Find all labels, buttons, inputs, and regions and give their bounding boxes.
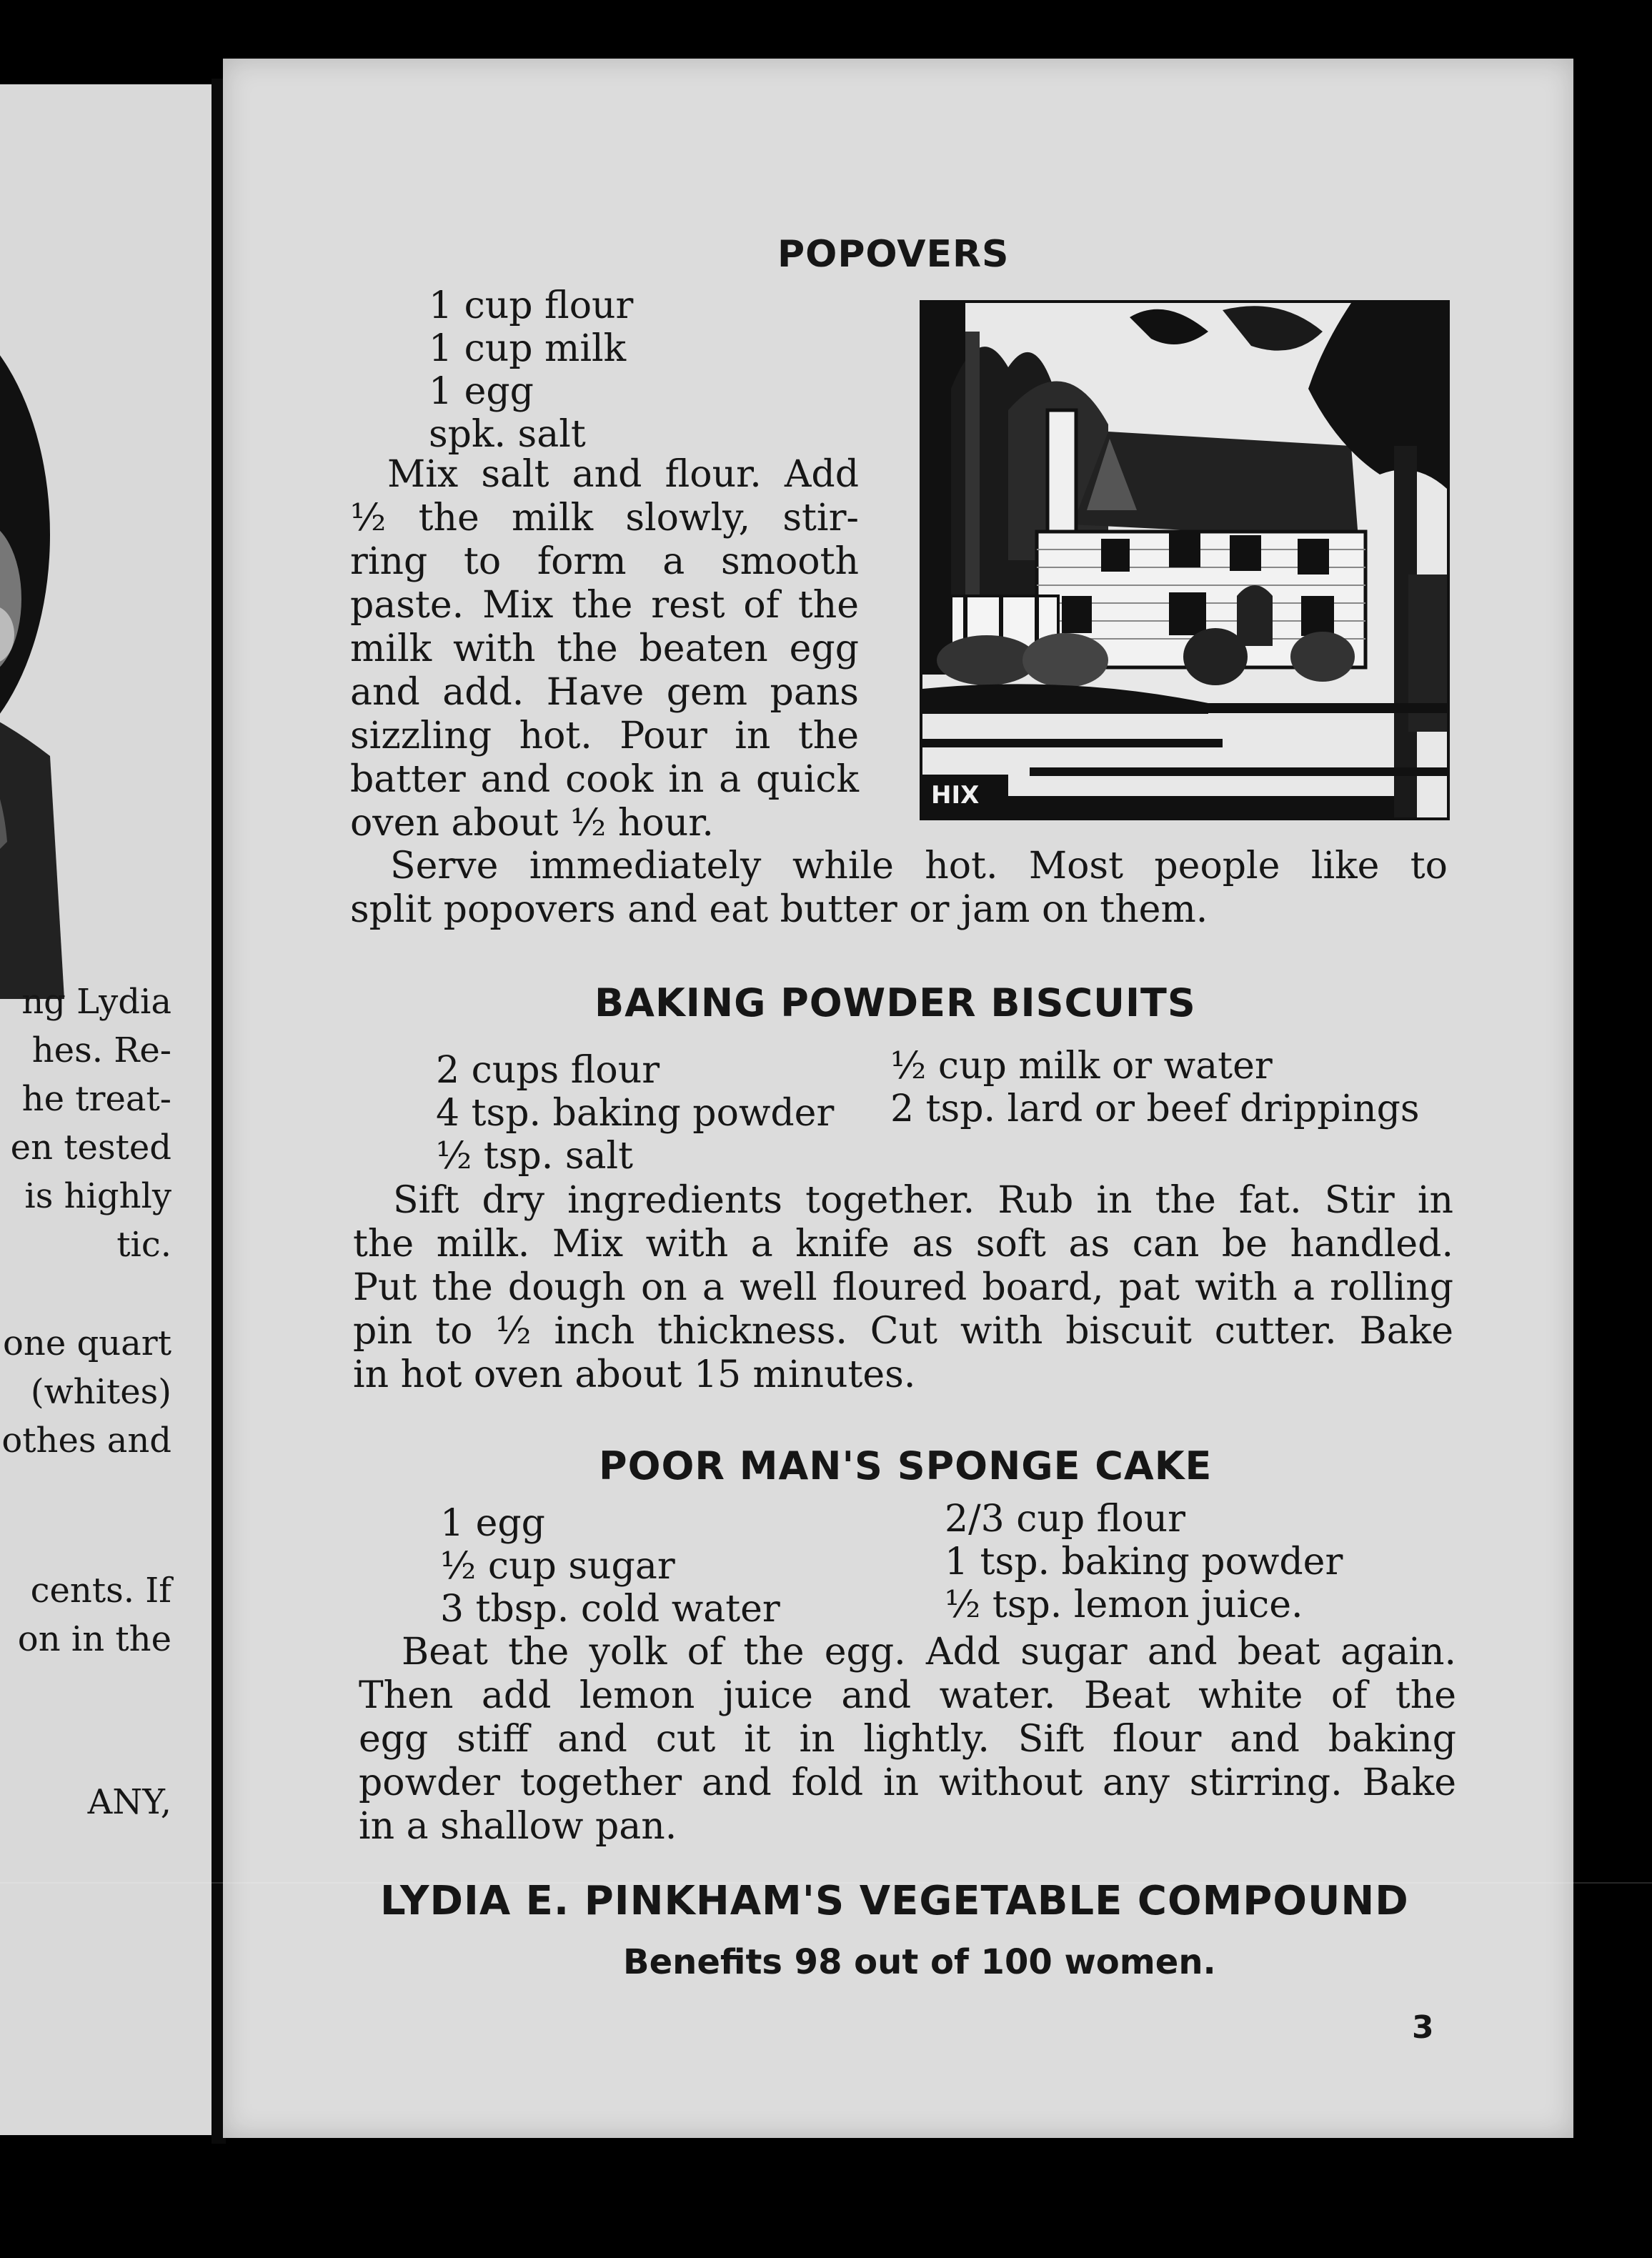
biscuits-directions [353,1179,1453,1397]
ingredient: ½ cup milk or water [890,1045,1273,1088]
left-page-line: is highly [24,1176,171,1216]
sponge-cake-directions [359,1631,1456,1849]
direction-line: Then add lemon juice and water. Beat white of the [359,1674,1456,1717]
left-page-line: hes. Re- [31,1030,171,1070]
sponge-cake-ingredients-right [945,1498,1343,1626]
portrait-illustration [0,299,71,999]
scan-line [0,1882,1652,1884]
direction-line: in a shallow pan. [359,1805,677,1848]
left-page-line: one quart [3,1323,171,1363]
left-page-line: ng Lydia [21,982,171,1022]
ingredient: 1 egg [440,1502,545,1545]
ingredient: 1 cup flour [429,284,634,327]
direction-line: in hot oven about 15 minutes. [353,1353,916,1396]
sponge-cake-title: POOR MAN'S SPONGE CAKE [599,1443,1213,1488]
direction-line: Sift dry ingredients together. Rub in the fat. Stir in [393,1179,1453,1222]
biscuits-ingredients-right [890,1045,1420,1130]
ingredient: 1 tsp. baking powder [945,1541,1343,1583]
left-page-line: ANY, [87,1782,171,1822]
popovers-ingredients [429,284,633,456]
ingredient: 2 tsp. lard or beef drippings [890,1088,1420,1130]
page-number: 3 [1412,2009,1434,2046]
sponge-cake-ingredients-left [440,1502,780,1631]
direction-line: ring to form a smooth [350,540,859,583]
ingredient: ½ cup sugar [440,1545,675,1588]
recipe-page [223,59,1573,2138]
biscuits-title: BAKING POWDER BISCUITS [594,980,1196,1025]
direction-line: milk with the beaten egg [350,627,859,670]
direction-line: powder together and fold in without any stirring. Bake [359,1761,1456,1804]
popovers-title: POPOVERS [777,233,1010,276]
direction-line: Beat the yolk of the egg. Add sugar and beat again. [402,1631,1456,1673]
direction-line: batter and cook in a quick [350,758,859,801]
ingredient: 1 cup milk [429,327,627,370]
direction-line: the milk. Mix with a knife as soft as can be handled. [353,1223,1453,1265]
house-illustration [920,300,1450,820]
direction-line: pin to ½ inch thickness. Cut with biscuit cutter. Bake [353,1310,1453,1353]
left-page-line: cents. If [30,1571,171,1611]
footer-tagline: Benefits 98 out of 100 women. [623,1942,1216,1982]
direction-line: and add. Have gem pans [350,671,859,714]
popovers-serving-note [350,845,1448,932]
left-page-line: tic. [116,1225,171,1265]
ingredient: ½ tsp. lemon juice. [945,1583,1303,1626]
biscuits-ingredients-left [436,1049,834,1178]
left-page-line: othes and [1,1421,171,1461]
direction-line: paste. Mix the rest of the [350,584,859,627]
ingredient: 2/3 cup flour [945,1498,1185,1541]
direction-line: ½ the milk slowly, stir- [350,497,859,539]
ingredient: 2 cups flour [436,1049,660,1092]
direction-line: Mix salt and flour. Add [387,453,859,496]
direction-line: egg stiff and cut it in lightly. Sift flour and baking [359,1718,1456,1761]
ingredient: 3 tbsp. cold water [440,1588,780,1631]
popovers-directions [350,453,859,845]
direction-line: oven about ½ hour. [350,802,714,845]
left-facing-page [0,84,214,2135]
ingredient: ½ tsp. salt [436,1135,634,1178]
direction-line: Put the dough on a well floured board, pat with a rolling [353,1266,1453,1309]
ingredient: spk. salt [429,413,586,456]
left-page-line: en tested [10,1128,171,1168]
illustration-signature: HIX [931,781,980,810]
left-page-line: (whites) [30,1372,171,1412]
ingredient: 1 egg [429,370,534,413]
house-drawing [922,303,1447,817]
left-page-line: on in the [17,1619,171,1659]
direction-line: split popovers and eat butter or jam on them. [350,888,1208,931]
direction-line: sizzling hot. Pour in the [350,715,859,757]
direction-line: Serve immediately while hot. Most people like to [390,845,1448,887]
left-page-line: he treat- [21,1079,171,1119]
footer-brand: LYDIA E. PINKHAM'S VEGETABLE COMPOUND [380,1878,1409,1924]
ingredient: 4 tsp. baking powder [436,1092,835,1135]
